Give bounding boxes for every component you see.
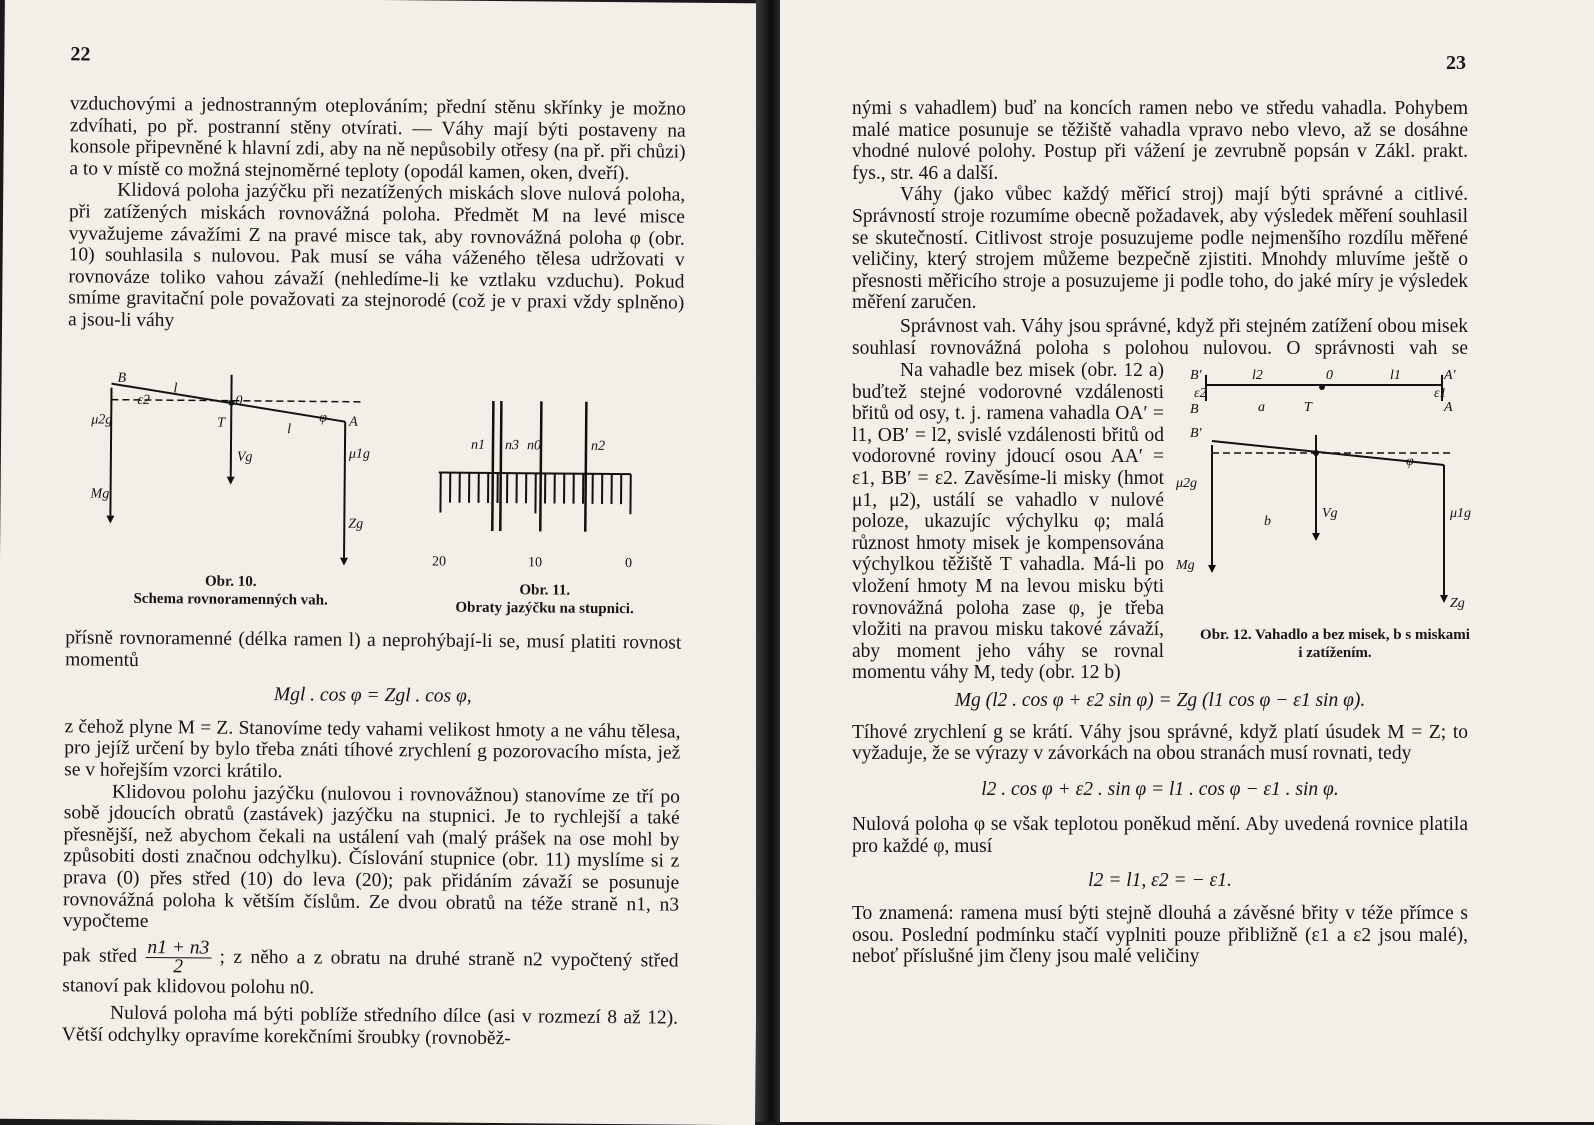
svg-text:Zg: Zg bbox=[348, 517, 363, 532]
svg-text:n2: n2 bbox=[591, 439, 605, 454]
svg-text:B: B bbox=[1190, 402, 1199, 417]
fraction: $\frac{n1 + n3}{2}$ bbox=[145, 939, 211, 977]
paragraph: přísně rovnoramenné (délka ramen l) a neprohýbají-li se, musí platiti rovnost momentů bbox=[65, 627, 681, 676]
paragraph: Nulová poloha φ se však teplotou poněkud mění. Aby uvedená rovnice platila pro každé φ, musí bbox=[852, 814, 1468, 857]
paragraph: To znamená: ramena musí býti stejně dlouhá a závěsné břity v téže přímce s osou. Poslední podmínku stačí vyplniti pouze přibližně (ε1 a ε2 jsou malé), neboť příslušné jim členy jsou malé veličiny bbox=[852, 903, 1468, 968]
svg-text:μ1g: μ1g bbox=[348, 447, 370, 462]
svg-text:l2: l2 bbox=[1252, 368, 1263, 383]
svg-text:l1: l1 bbox=[1390, 368, 1401, 383]
svg-text:T: T bbox=[1304, 400, 1313, 415]
svg-text:φ: φ bbox=[319, 410, 327, 425]
text-block-top bbox=[852, 98, 1468, 314]
paragraph: Klidová poloha jazýčku při nezatížených miskách slove nulová poloha, při zatížených miskách rovnovážná poloha. Předmět M na levé misce vyvažujeme závažími Z na pravé misce tak, aby rovnovážná poloha φ (obr. 10) souhlasila s nulovou. Pak musí se váha váženého tělesa udržovati v rovnováze toliko vahou závaží (nehledíme-li ke vztlaku vzduchu). Pokud smíme gravitační pole považovati za stejnorodé (což je v praxi vždy splněno) a jsou-li váhy bbox=[68, 180, 685, 337]
paragraph: Váhy (jako vůbec každý měřicí stroj) mají býti správné a citlivé. Správností stroje rozumíme obecně požadavek, aby výsledek měření souhlasil se skutečností. Citlivost stroje posuzujeme podle nejmenšího rozdílu měřené veličiny, který strojem můžeme bezpečně zjistiti. Mnohdy mluvíme ještě o přesnosti měřicího stroje a posuzujeme ji podle toho, do jaké míry je výsledek měření zaručen. bbox=[852, 184, 1468, 314]
paragraph: vzduchovými a jednostranným oteplováním; přední stěnu skřínky je možno zdvíhati, po př. postranní stěny otvírati. — Váhy mají býti postaveny na konsole připevněné k hlavní zdi, aby na ně nepůsobily otřesy (na př. při chůzi) a to v místě co možná stejnoměrné teploty (opodál kamen, oken, dveří). bbox=[69, 93, 686, 185]
paragraph: nými s vahadlem) buď na koncích ramen nebo ve středu vahadla. Pohybem malé matice posunuje se těžiště vahadla vpravo nebo vlevo, až se dosáhne vhodné nulové polohy. Postup při vážení je zevrubně popsán v Zákl. prakt. fys., str. 46 a další. bbox=[852, 98, 1468, 184]
svg-text:20: 20 bbox=[432, 554, 446, 569]
right-page bbox=[780, 0, 1594, 1122]
svg-text:ε2: ε2 bbox=[1194, 386, 1207, 401]
paragraph-fraction: pak střed $\frac{n1 + n3}{2}$ ; z něho a z obratu na druhé straně n2 vypočtený střed stanoví pak klidovou polohu n0. bbox=[62, 938, 678, 1002]
text-block-top bbox=[68, 93, 686, 336]
page-number: 23 bbox=[1446, 52, 1466, 75]
figure-11-scale bbox=[420, 380, 652, 582]
svg-text:ε2: ε2 bbox=[137, 393, 150, 408]
paragraph: Tíhové zrychlení g se krátí. Váhy jsou správné, když platí úsudek M = Z; to vyžaduje, že se výrazy v závorkách na obou stranách musí rovnati, tedy bbox=[852, 722, 1468, 765]
svg-text:φ: φ bbox=[1406, 454, 1414, 469]
svg-text:0: 0 bbox=[1326, 368, 1333, 383]
figure-11-caption: Obr. 11. Obraty jazýčku na stupnici. bbox=[430, 580, 660, 618]
figure-12-caption: Obr. 12. Vahadlo a bez misek, b s miskami i zatížením. bbox=[1200, 626, 1470, 662]
svg-text:μ2g: μ2g bbox=[1176, 476, 1197, 491]
formula-moments: Mgl . cos φ = Zgl . cos φ, bbox=[65, 682, 681, 709]
figure-12-beam bbox=[1176, 365, 1486, 625]
svg-text:n3: n3 bbox=[505, 438, 519, 453]
formula-condition: l2 = l1, ε2 = − ε1. bbox=[852, 870, 1468, 892]
paragraph-narrow: Na vahadle bez misek (obr. 12 a) buďtež stejné vodorovné vzdálenosti břitů od osy, t. j. ramena vahadla OA′ = l1, OB′ = l2, svislé vzdálenosti břitů od vodorovné roviny jdoucí osou AA′ = ε1, BB′ = ε2. Zavěsíme-li misky (hmot μ1, μ2), ustálí se vahadlo v nulové poloze, ukazujíc výchylku φ; malá různost hmoty misek je kompensována výchylkou těžiště T vahadla. Má-li po vložení hmoty M na levou misku býti rovnovážná poloha zase φ, je třeba vložiti na pravou misku takové závaží, aby moment jeho váhy se rovnal momentu váhy M, tedy (obr. 12 b) bbox=[852, 360, 1164, 684]
svg-text:Mg: Mg bbox=[90, 486, 109, 501]
paragraph-first-lines: Správnost vah. Váhy jsou správné, když při stejném zatížení obou misek souhlasí rovnovážná poloha s polohou nulovou. O správnosti vah se bbox=[852, 316, 1468, 360]
text-block-intro bbox=[852, 316, 1468, 360]
svg-text:A: A bbox=[348, 415, 358, 430]
svg-text:B: B bbox=[118, 371, 127, 386]
text-block-bottom bbox=[62, 627, 682, 1051]
text-block-bottom bbox=[852, 676, 1468, 968]
svg-text:Mg: Mg bbox=[1176, 558, 1195, 573]
svg-text:l: l bbox=[173, 381, 177, 396]
svg-text:μ1g: μ1g bbox=[1449, 506, 1471, 521]
page-number: 22 bbox=[70, 43, 90, 66]
svg-text:A′: A′ bbox=[1443, 368, 1457, 383]
figure-10-balance-schema bbox=[90, 365, 382, 580]
svg-text:A: A bbox=[1443, 400, 1453, 415]
svg-text:μ2g: μ2g bbox=[90, 412, 112, 427]
svg-text:n0: n0 bbox=[527, 438, 541, 453]
svg-text:b: b bbox=[1264, 514, 1271, 529]
paragraph: Klidovou polohu jazýčku (nulovou i rovnovážnou) stanovíme ze tří po sobě jdoucích obratů (zastávek) jazýčku na stupnici. Je to rychlejší a také přesnější, než abychom čekali na ustálení vah (malý prášek na ose mohl by způsobiti dosti značnou odchylku). Číslování stupnice (obr. 11) myslíme si z prava (0) přes střed (10) do leva (20); pak přidáním závaží se posunuje rovnovážná poloha k větším číslům. Ze dvou obratů na téže straně n1, n3 vypočteme bbox=[63, 781, 680, 938]
text-block-narrow bbox=[852, 360, 1164, 684]
svg-text:T: T bbox=[217, 416, 226, 431]
svg-text:Vg: Vg bbox=[1322, 506, 1338, 521]
svg-text:n1: n1 bbox=[471, 438, 485, 453]
paragraph: Nulová poloha má býti poblíže středního dílce (asi v rozmezí 8 až 12). Větší odchylky opravíme korekčními šroubky (rovnoběž- bbox=[62, 1003, 678, 1052]
svg-text:10: 10 bbox=[528, 555, 542, 570]
svg-text:0: 0 bbox=[625, 556, 632, 571]
svg-text:0: 0 bbox=[235, 394, 242, 409]
svg-text:Vg: Vg bbox=[237, 450, 253, 465]
svg-text:a: a bbox=[1258, 400, 1265, 415]
svg-text:l: l bbox=[287, 422, 291, 437]
left-page bbox=[0, 0, 765, 1125]
svg-text:Zg: Zg bbox=[1450, 596, 1465, 611]
figure-10-caption: Obr. 10. Schema rovnoramenných vah. bbox=[96, 572, 366, 610]
svg-text:B′: B′ bbox=[1190, 368, 1203, 383]
svg-text:ε1: ε1 bbox=[1434, 386, 1447, 401]
formula-balance: Mg (l2 . cos φ + ε2 sin φ) = Zg (l1 cos φ − ε1 sin φ). bbox=[852, 690, 1468, 712]
svg-text:B′: B′ bbox=[1190, 426, 1203, 441]
paragraph: z čehož plyne M = Z. Stanovíme tedy vahami velikost hmoty a ne váhu tělesa, pro jejíž určení by bylo třeba znáti tíhové zrychlení g pozorovacího místa, jež se v hořejším vzorci krátilo. bbox=[64, 716, 681, 786]
formula-equality: l2 . cos φ + ε2 . sin φ = l1 . cos φ − ε1 . sin φ. bbox=[852, 779, 1468, 801]
